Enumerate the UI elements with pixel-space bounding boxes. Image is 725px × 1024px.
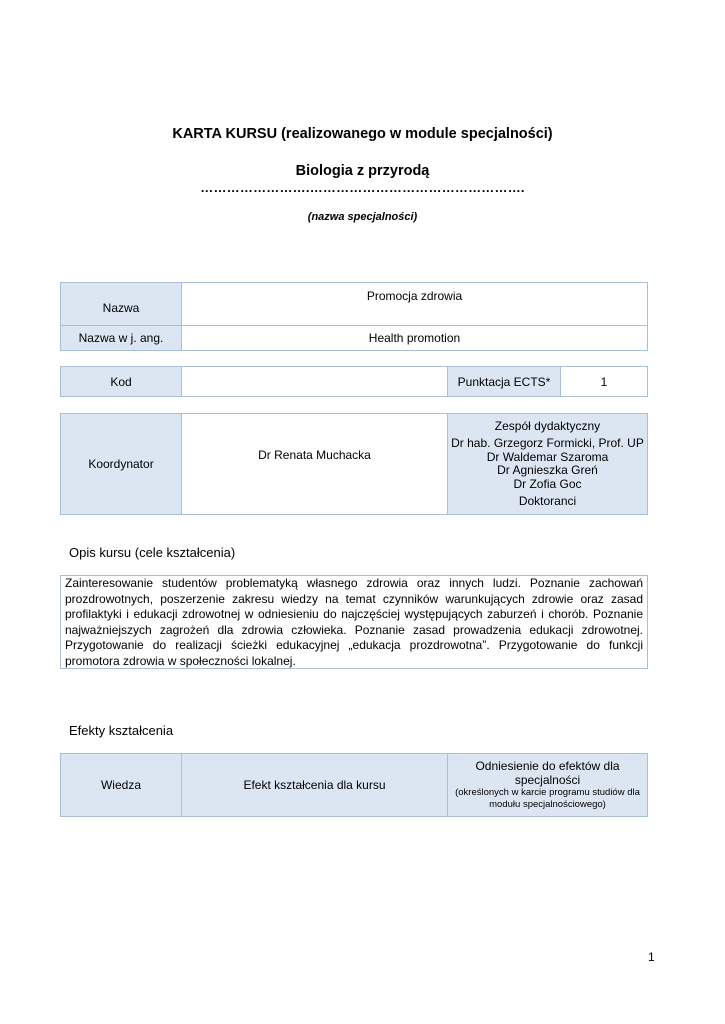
- effect-header: Efekt kształcenia dla kursu: [182, 754, 448, 817]
- dotted-line: …………………….………………………………………….: [200, 180, 525, 195]
- reference-header: [448, 754, 648, 817]
- team-member: Dr hab. Grzegorz Formicki, Prof. UP: [451, 436, 644, 450]
- team-label: Zespół dydaktyczny: [494, 418, 601, 433]
- ects-value: 1: [561, 367, 648, 397]
- reference-note: (określonych w karcie programu studiów dla modułu specjalnościowego): [455, 787, 640, 810]
- coordinator-value: Dr Renata Muchacka: [182, 414, 448, 515]
- description-text: Zainteresowanie studentów problematyką własnego zdrowia oraz innych ludzi. Poznanie zachowań prozdrowotnych, poszerzenie zakresu wiedzy na temat czynników warunkujących zdrowie oraz zasad profilaktyki i edukacji zdrowotnej w odniesieniu do najczęściej występujących zaburzeń i chorób. Poznanie najważniejszych zagrożeń dla zdrowia człowieka. Poznanie zasad prowadzenia edukacji zdrowotnej. Przygotowanie do realizacji ścieżki edukacyjnej „edukacja prozdrowotna”. Przygotowanie do funkcji promotora zdrowia w społeczności lokalnej.: [60, 575, 648, 669]
- reference-main: Odniesienie do efektów dla specjalności: [475, 759, 620, 787]
- knowledge-label: Wiedza: [61, 754, 182, 817]
- code-label: Kod: [61, 367, 182, 397]
- team-cell: [448, 414, 648, 515]
- effects-heading: Efekty kształcenia: [69, 723, 174, 738]
- effects-table: [60, 753, 648, 817]
- code-table: [60, 366, 648, 397]
- course-name-table: [60, 282, 648, 351]
- name-en-label: Nazwa w j. ang.: [61, 326, 182, 351]
- name-value: Promocja zdrowia: [182, 283, 648, 326]
- ects-label: Punktacja ECTS*: [448, 367, 561, 397]
- code-value: [182, 367, 448, 397]
- name-en-value: Health promotion: [182, 326, 648, 351]
- staff-table: [60, 413, 648, 515]
- specialty-note: (nazwa specjalności): [307, 211, 418, 223]
- page-number: 1: [648, 950, 655, 964]
- team-extra: Doktoranci: [518, 494, 577, 508]
- description-heading: Opis kursu (cele kształcenia): [69, 545, 236, 560]
- name-label: Nazwa: [61, 283, 182, 326]
- team-member: Dr Waldemar Szaroma: [486, 449, 609, 464]
- team-member: Dr Agnieszka Greń: [497, 463, 598, 477]
- specialty-name: Biologia z przyrodą: [295, 163, 430, 179]
- card-title: KARTA KURSU (realizowanego w module specjalności): [172, 126, 553, 142]
- coordinator-label: Koordynator: [61, 414, 182, 515]
- team-member: Dr Zofia Goc: [513, 476, 582, 491]
